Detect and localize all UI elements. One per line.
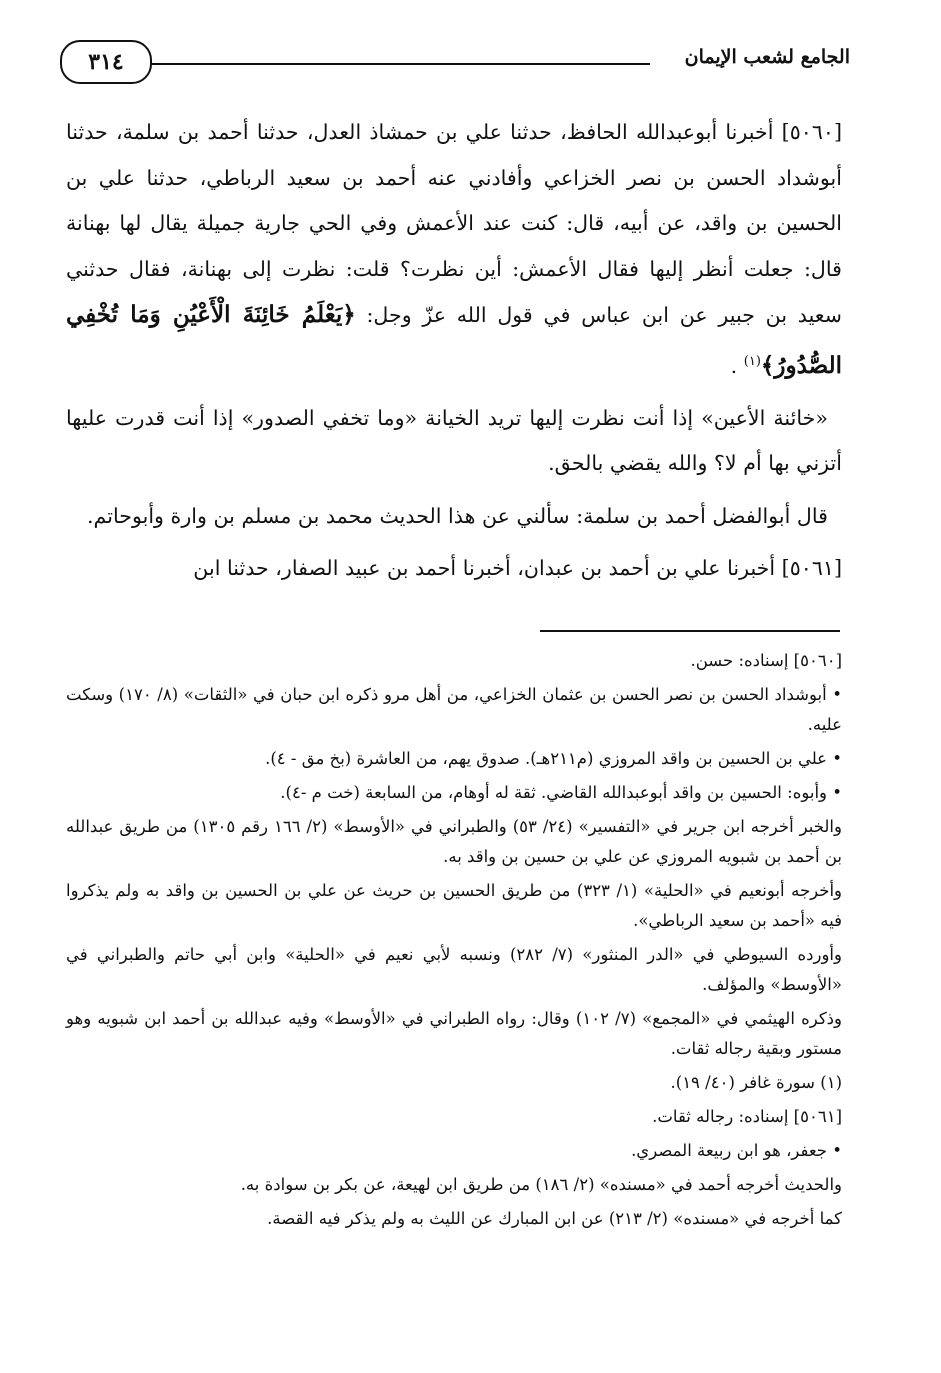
main-text (66, 110, 842, 599)
note-suyuti: وأورده السيوطي في «الدر المنثور» (٧/ ٢٨٢) ونسبه لأبي نعيم في «الحلية» وابن أبي حاتم والطبراني في «الأوسط» والمؤلف. (66, 945, 842, 994)
paragraph-5060-end: . (730, 353, 738, 378)
paragraph-abulfadl: قال أبوالفضل أحمد بن سلمة: سألني عن هذا الحديث محمد بن مسلم بن وارة وأبوحاتم. (86, 503, 828, 528)
note-jafar: • جعفر، هو ابن ربيعة المصري. (631, 1141, 842, 1160)
paragraph-5061: [٥٠٦١] أخبرنا علي بن أحمد بن عبدان، أخبرنا أحمد بن عبيد الصفار، حدثنا ابن (193, 556, 842, 581)
note-haythami: وذكره الهيثمي في «المجمع» (٧/ ١٠٢) وقال: رواه الطبراني في «الأوسط» وفيه عبدالله بن أحمد ابن شبويه وهو مستور وبقية رجاله ثقات. (66, 1009, 842, 1058)
running-title: الجامع لشعب الإيمان (684, 46, 850, 68)
note-abushaddad: • أبوشداد الحسن بن نصر الحسن بن عثمان الخزاعي، من أهل مرو ذكره ابن حبان في «الثقات» (٨/ ١٧٠) وسكت عليه. (66, 685, 842, 734)
note-takhrij-abunuaym: وأخرجه أبونعيم في «الحلية» (١/ ٣٢٣) من طريق الحسين بن حريث عن علي بن الحسين بن واقد به ولم يذكروا فيه «أحمد بن سعيد الرباطي». (66, 881, 842, 930)
footnote-ref-1: (١) (743, 353, 761, 369)
note-ali-ibn-husayn: • علي بن الحسين بن واقد المروزي (م٢١١هـ). صدوق يهم، من العاشرة (بخ مق - ٤). (265, 749, 842, 768)
note-5060-isnad: [٥٠٦٠] إسناده: حسن. (690, 651, 842, 670)
paragraph-5060-text: [٥٠٦٠] أخبرنا أبوعبدالله الحافظ، حدثنا علي بن حمشاذ العدل، حدثنا أحمد بن سلمة، حدثنا أبوشداد الحسن بن نصر الخزاعي وأفادني عنه أحمد بن سعيد الرباطي، حدثنا علي بن الحسين بن واقد، عن أبيه، قال: كنت عند الأعمش وفي الحي جارية جميلة يقال لها بهنانة قال: جعلت أنظر إليها فقال الأعمش: أين نظرت؟ قلت: نظرت إلى بهنانة، فقال حدثني سعيد بن جبير عن ابن عباس في قول الله عزّ وجل: (66, 120, 842, 327)
note-father: • وأبوه: الحسين بن واقد أبوعبدالله القاضي. ثقة له أوهام، من السابعة (خت م -٤). (280, 783, 842, 802)
note-ahmad-1: والحديث أخرجه أحمد في «مسنده» (٢/ ١٨٦) من طريق ابن لهيعة، عن بكر بن سوادة به. (240, 1175, 842, 1194)
quran-verse: ﴿يَعْلَمُ خَائِنَةَ الْأَعْيُنِ وَمَا تُخْفِي الصُّدُورُ﴾ (66, 301, 842, 379)
note-takhrij-ibn-jarir: والخبر أخرجه ابن جرير في «التفسير» (٢٤/ ٥٣) والطبراني في «الأوسط» (٢/ ١٦٦ رقم ١٣٠٥) من طريق عبدالله بن أحمد بن شبويه المروزي عن علي بن حسين بن واقد به. (66, 817, 842, 866)
note-ahmad-2: كما أخرجه في «مسنده» (٢/ ٢١٣) عن ابن المبارك عن الليث به ولم يذكر فيه القصة. (267, 1209, 842, 1228)
page-header (60, 40, 850, 90)
paragraph-explanation: «خائنة الأعين» إذا أنت نظرت إليها تريد الخيانة «وما تخفي الصدور» إذا أنت قدرت عليها أتزني بها أم لا؟ والله يقضي بالحق. (66, 405, 842, 476)
paragraph-5060 (66, 110, 842, 389)
footnote-separator (540, 630, 840, 632)
footnote-1-surah: (١) سورة غافر (٤٠/ ١٩). (670, 1073, 842, 1092)
footnotes (66, 646, 842, 1238)
page-number: ٣١٤ (60, 40, 152, 84)
header-rule (152, 63, 650, 65)
note-5061-isnad: [٥٠٦١] إسناده: رجاله ثقات. (652, 1107, 842, 1126)
